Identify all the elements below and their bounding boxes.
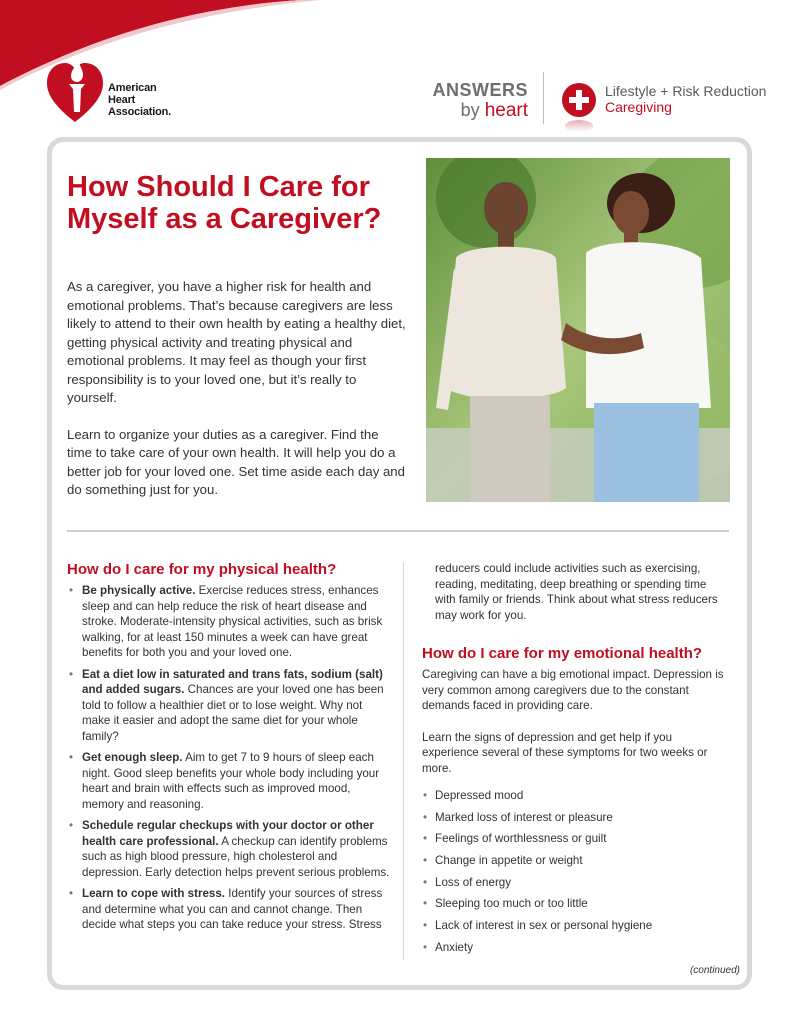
emotional-health-heading: How do I care for my emotional health? [422,645,703,662]
list-item: • Learn to cope with stress. Identify your sources of stress and determine what you can and cannot change. Then decide what steps you can take reduce your stress. Stress [69,887,383,931]
topic-subcategory: Caregiving [605,99,672,115]
list-item: • Loss of energy [423,875,512,889]
by-heart-label: by heart [460,100,528,121]
physical-health-heading: How do I care for my physical health? [67,561,337,578]
list-item: • Get enough sleep. Aim to get 7 to 9 hours of sleep each night. Good sleep benefits your whole body including your heart and brain with effects such as improved mood, memory and reasoning. [69,751,380,811]
section-divider [67,530,729,532]
column-divider [403,562,404,960]
heart-torch-logo-icon [45,56,105,126]
aha-logo[interactable] [45,56,195,126]
list-item: • Marked loss of interest or pleasure [423,810,613,824]
physical-health-list [67,583,392,933]
continued-note: (continued) [689,965,740,976]
list-item: • Eat a diet low in saturated and trans fats, sodium (salt) and added sugars. Chances are your loved one has been told to follow a healthier diet or to lose weight. Why not make it easier and adopt the same diet for your whole family? [69,667,384,743]
emotional-paragraph: Caregiving can have a big emotional impact. Depression is very common among caregivers due to the constant demands faced in providing care. [422,668,724,712]
answers-label: ANSWERS [432,80,528,100]
topic-label [605,83,766,115]
list-item: • Change in appetite or weight [423,854,583,868]
depression-symptoms-list [422,788,727,955]
emotional-paragraph: Learn the signs of depression and get help if you experience several of these symptoms for two weeks or more. [422,730,708,775]
list-item: • Anxiety [423,940,474,954]
caregivers-photo [426,158,730,502]
logo-wordmark: American Heart Association. [108,82,172,118]
topic-category: Lifestyle + Risk Reduction [605,83,767,99]
right-column [422,561,727,962]
physical-health-section [67,561,392,939]
answers-by-heart-brand [420,80,528,121]
intro-paragraph: As a caregiver, you have a higher risk for health and emotional problems. That’s because caregivers are less likely to attend to their own health by eating a healthy diet, getting physical activity and treating physical and emotional problems. It may feel as though your first responsibility is to your loved one, but it’s really to yourself. [67,279,406,405]
header-divider [543,72,544,124]
page-title: How Should I Care for Myself as a Caregiver? [67,171,382,235]
intro-paragraph: Learn to organize your duties as a caregiver. Find the time to take care of your own health. It will help you do a better job for your loved one. Set time aside each day and do something just for you. [67,426,405,497]
list-item: • Schedule regular checkups with your doctor or other health care professional. A checkup can identify problems such as high blood pressure, high cholesterol and depression. Early detection helps prevent serious problems. [69,819,390,879]
list-item: • Sleeping too much or too little [423,897,588,911]
list-item: • Lack of interest in sex or personal hygiene [423,919,653,933]
intro-text [67,278,407,518]
list-item: • Be physically active. Exercise reduces stress, enhances sleep and can help reduce the risk of heart disease and stroke. Moderate-intensity physical activities, such as brisk walking, for at least 150 minutes a week can have great benefits for both you and your loved one. [69,584,383,659]
stress-continuation: reducers could include activities such as exercising, reading, meditating, deep breathing or spending time with family or friends. Think about what stress reducers may work for you. [435,562,718,622]
red-cross-icon [561,82,597,134]
list-item: • Feelings of worthlessness or guilt [423,832,607,846]
list-item: • Depressed mood [423,789,524,802]
